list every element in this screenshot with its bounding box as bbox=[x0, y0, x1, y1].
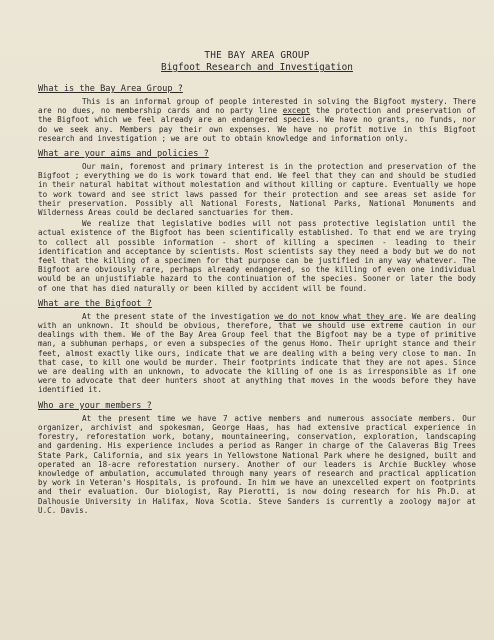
section-paragraph bbox=[38, 162, 476, 217]
section-heading-what-are-bigfoot: What are the Bigfoot ? bbox=[38, 298, 152, 309]
section-paragraph bbox=[38, 97, 476, 143]
paragraph-text: . We are dealing with an unknown. It should be obvious, therefore, that we should use extreme caution in our dealings with them. We of the Bay Area Group feel that the Bigfoot may be a type of primitive man, a subhuman perhaps, or even a subspecies of the genus Homo. Their upright stance and their feet, almost exactly like ours, indicate that we are dealing with a being very close to man. In that case, to kill one would be murder. Their footprints indicate that they are not apes. Since we are dealing with an unknown, to advocate the killing of one is as irresponsible as if one were to advocate that deer hunters shoot at anything that moves in the woods before they have identified it. bbox=[38, 311, 476, 395]
paragraph-text: the protection and preservation of the Bigfoot which we feel already are an endangered species. We have no grants, no funds, nor do we seek any. Members pay their own expenses. We have no profit motive in this Bigfoot research and investigation ; we are out to obtain knowledge and information only. bbox=[38, 106, 476, 143]
paragraph-text: This is an informal group of people interested in solving the Bigfoot mystery. There are no dues, no membership cards and no party line bbox=[38, 97, 476, 116]
paragraph-emphasis: we do not know what they are bbox=[274, 311, 403, 321]
section-paragraph bbox=[38, 219, 476, 293]
section-heading-members: Who are your members ? bbox=[38, 400, 152, 411]
document-title: THE BAY AREA GROUP bbox=[204, 50, 310, 61]
paragraph-text: Our main, foremost and primary interest is in the protection and preservation of the Bigfoot ; everything we do is work toward that end. We feel that they can and should be studied in their natural habitat without molestation and without killing or capture. Eventually we hope to work toward and see strict laws passed for their protection and see areas set aside for their preservation. Possibly all National Forests, National Parks, National Monuments and Wilderness Areas could be declared sanctuaries for them. bbox=[38, 162, 476, 218]
document-subtitle: Bigfoot Research and Investigation bbox=[161, 62, 353, 73]
paragraph-emphasis: except bbox=[282, 106, 311, 116]
section-heading-what-is: What is the Bay Area Group ? bbox=[38, 84, 183, 94]
paragraph-text: At the present state of the investigation bbox=[82, 311, 275, 321]
section-paragraph bbox=[38, 414, 476, 515]
paragraph-text: We realize that legislative bodies will not pass protective legislation until the actual existence of the Bigfoot has been scientifically established. To that end we are trying to collect all possible information - short of killing a specimen - leading to their identification and acceptance by scientists. Most scientists say they need a body but we do not feel that the killing of a specimen for that purpose can be justified in any way whatever. The Bigfoot are obviously rare, perhaps already endangered, so the killing of even one individual would be an unjustifiable hazard to the continuation of the species. Sooner or later the body of one that has died naturally or been killed by accident will be found. bbox=[38, 219, 476, 293]
section-paragraph bbox=[38, 312, 476, 395]
paragraph-text: At the present time we have 7 active members and numerous associate members. Our organizer, archivist and spokesman, George Haas, has had extensive practical experience in forestry, reforestation work, botany, mountaineering, conservation, exploration, landscaping and gardening. His experience includes a period as Ranger in charge of the Calaveras Big Trees State Park, California, and six years in Yellowstone National Park where he designed, built and operated an 18-acre reforestation nursery. Another of our leaders is Archie Buckley whose knowledge of ambulation, accumulated through many years of research and practical application by work in Veteran's Hospitals, is profound. In him we have an unexcelled expert on footprints and their evaluation. Our biologist, Ray Pierotti, is now doing research for his Ph.D. at Dalhousie University in Halifax, Nova Scotia. Steve Sanders is currently a zoology major at U.C. Davis. bbox=[38, 413, 476, 515]
section-heading-aims: What are your aims and policies ? bbox=[38, 149, 209, 160]
